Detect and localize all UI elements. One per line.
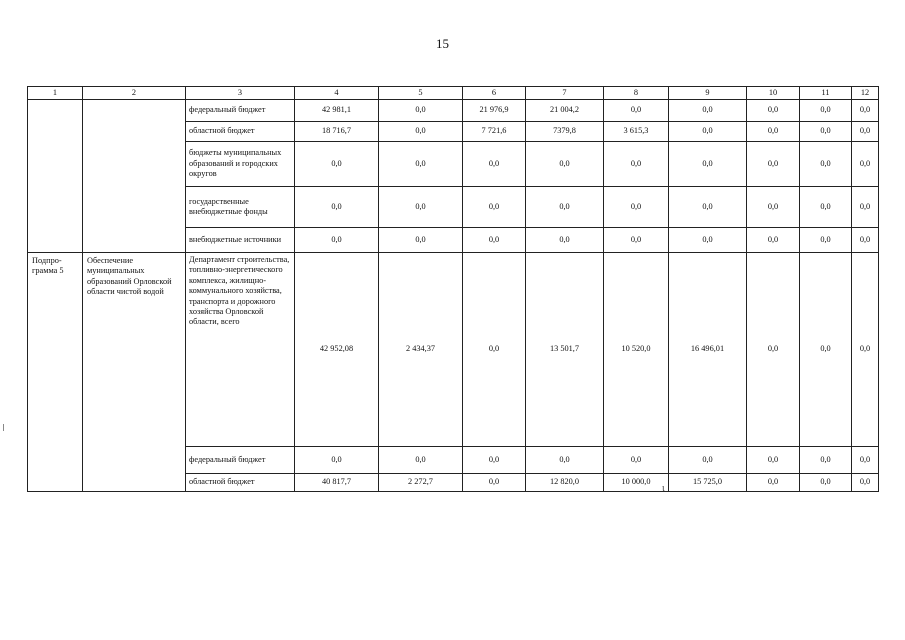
value-cell: 0,0 [379, 447, 463, 474]
value-cell: 18 716,7 [295, 122, 379, 142]
value-cell: 0,0 [669, 228, 747, 253]
value-cell: 10 520,0 [604, 253, 669, 447]
value-cell: 42 952,08 [295, 253, 379, 447]
page-number: 15 [436, 36, 449, 51]
value-cell: 0,0 [747, 122, 800, 142]
value-cell: 0,0 [463, 228, 526, 253]
column-header: 7 [526, 87, 604, 100]
funding-source: государственные внебюджетные фонды [186, 187, 295, 228]
value-cell: 7 721,6 [463, 122, 526, 142]
value-cell: 7379,8 [526, 122, 604, 142]
value-cell: 0,0 [800, 447, 852, 474]
value-cell: 0,0 [604, 228, 669, 253]
value-cell: 0,0 [800, 474, 852, 492]
value-cell: 0,0 [669, 447, 747, 474]
column-header: 8 [604, 87, 669, 100]
value-cell: 0,0 [604, 142, 669, 187]
value-cell: 0,0 [800, 253, 852, 447]
column-header: 6 [463, 87, 526, 100]
funding-source: областной бюджет [186, 474, 295, 492]
value-cell: 0,0 [747, 142, 800, 187]
value-cell: 0,0 [526, 228, 604, 253]
value-cell: 0,0 [852, 187, 879, 228]
value-cell: 0,0 [747, 474, 800, 492]
value-cell: 0,0 [669, 142, 747, 187]
value-cell: 15 725,0 [669, 474, 747, 492]
value-cell: 40 817,7 [295, 474, 379, 492]
value-cell: 0,0 [463, 187, 526, 228]
column-header: 9 [669, 87, 747, 100]
funding-source: областной бюджет [186, 122, 295, 142]
funding-source: федеральный бюджет [186, 100, 295, 122]
value-cell: 21 976,9 [463, 100, 526, 122]
value-cell: 42 981,1 [295, 100, 379, 122]
table-row [28, 253, 879, 447]
budget-table [27, 86, 879, 492]
value-cell: 0,0 [463, 142, 526, 187]
value-cell: 0,0 [526, 447, 604, 474]
value-cell: 0,0 [747, 187, 800, 228]
value-cell: 0,0 [669, 122, 747, 142]
column-header: 1 [28, 87, 83, 100]
value-cell: 0,0 [852, 474, 879, 492]
value-cell: 0,0 [463, 447, 526, 474]
value-cell: 12 820,0 [526, 474, 604, 492]
value-cell: 0,0 [379, 100, 463, 122]
value-cell: 2 434,37 [379, 253, 463, 447]
value-cell: 0,0 [800, 122, 852, 142]
value-cell: 0,0 [604, 187, 669, 228]
value-cell: 0,0 [295, 447, 379, 474]
value-cell: 0,0 [852, 122, 879, 142]
value-cell: 0,0 [852, 253, 879, 447]
value-cell: 0,0 [800, 228, 852, 253]
funding-source: федеральный бюджет [186, 447, 295, 474]
cell-col1 [28, 100, 83, 253]
value-cell: 0,0 [800, 100, 852, 122]
value-cell: 0,0 [669, 187, 747, 228]
value-cell: 2 272,7 [379, 474, 463, 492]
table-row [28, 100, 879, 122]
value-cell: 0,0 [379, 122, 463, 142]
value-cell: 0,0 [669, 100, 747, 122]
value-cell: 0,0 [526, 187, 604, 228]
responsible-executor: Департамент строительства, топливно-энергетического комплекса, жилищно-коммунального хозяйства, транспорта и дорожного хозяйства Орловской области, всего [186, 253, 295, 447]
value-cell: 0,0 [379, 142, 463, 187]
column-header: 11 [800, 87, 852, 100]
column-header: 2 [83, 87, 186, 100]
value-cell: 0,0 [800, 187, 852, 228]
value-cell: 0,0 [463, 474, 526, 492]
value-cell: 0,0 [379, 187, 463, 228]
value-cell: 3 615,3 [604, 122, 669, 142]
value-cell: 0,0 [852, 142, 879, 187]
value-cell: 0,0 [747, 447, 800, 474]
value-cell: 0,0 [852, 100, 879, 122]
column-header: 12 [852, 87, 879, 100]
value-cell: 0,0 [295, 228, 379, 253]
value-cell: 0,0 [379, 228, 463, 253]
value-cell: 0,0 [852, 447, 879, 474]
value-cell: 0,0 [747, 100, 800, 122]
value-cell: 10 000,0 [604, 474, 669, 492]
header-row [28, 87, 879, 100]
funding-source: внебюджетные источники [186, 228, 295, 253]
value-cell: 0,0 [747, 228, 800, 253]
funding-source: бюджеты муниципальных образований и городских округов [186, 142, 295, 187]
value-cell: 0,0 [295, 142, 379, 187]
pen-mark: ι [662, 483, 665, 494]
value-cell: 0,0 [852, 228, 879, 253]
margin-mark [3, 424, 4, 431]
value-cell: 0,0 [295, 187, 379, 228]
value-cell: 0,0 [800, 142, 852, 187]
column-header: 4 [295, 87, 379, 100]
subprogram-name: Обеспечение муниципальных образований Орловской области чистой водой [83, 253, 186, 492]
value-cell: 13 501,7 [526, 253, 604, 447]
value-cell: 0,0 [526, 142, 604, 187]
value-cell: 0,0 [747, 253, 800, 447]
value-cell: 0,0 [463, 253, 526, 447]
subprogram-code: Подпро-грамма 5 [28, 253, 83, 492]
value-cell: 0,0 [604, 447, 669, 474]
column-header: 10 [747, 87, 800, 100]
value-cell: 21 004,2 [526, 100, 604, 122]
cell-col2 [83, 100, 186, 253]
value-cell: 16 496,01 [669, 253, 747, 447]
column-header: 5 [379, 87, 463, 100]
column-header: 3 [186, 87, 295, 100]
value-cell: 0,0 [604, 100, 669, 122]
